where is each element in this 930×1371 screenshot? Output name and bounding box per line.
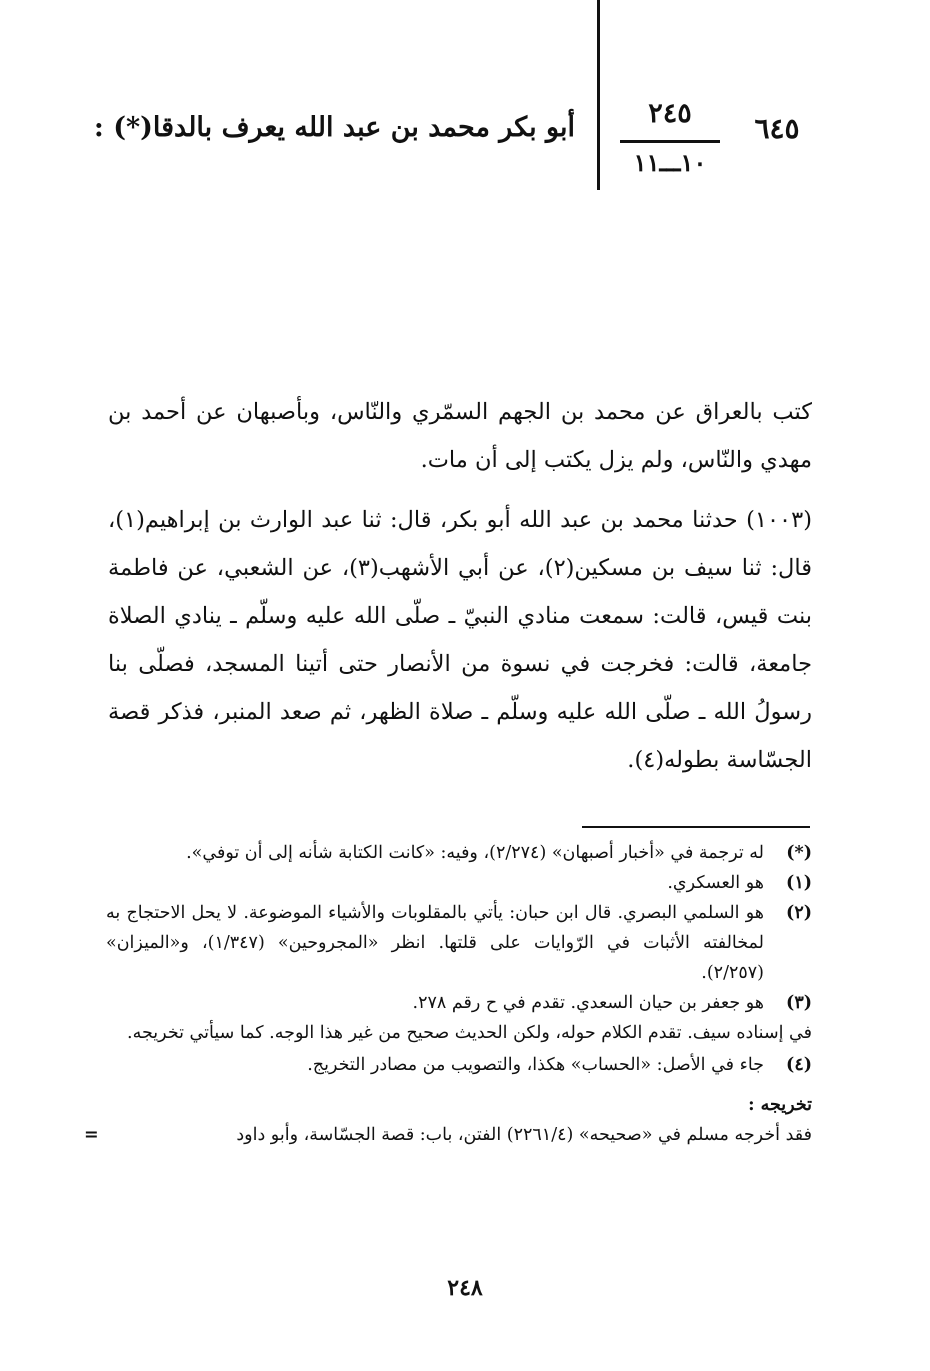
- footnote: [106, 1050, 812, 1080]
- takhrij-heading: تخريجه :: [748, 1095, 812, 1115]
- footnote-separator: [582, 826, 810, 828]
- footnotes: [84, 838, 812, 1150]
- footnote-text: هو السلمي البصري. قال ابن حبان: يأتي بالمقلوبات والأشياء الموضوعة. لا يحل الاحتجاج به لمخالفته الأثبات في الرّوايات على قلتها. انظر «المجروحين» (١/٣٤٧)، و«الميزان» (٢/٢٥٧).: [106, 903, 764, 983]
- footnote-mark: (١): [786, 873, 812, 893]
- narrator-title: أبو بكر محمد بن عبد الله يعرف بالدقا(*) :: [93, 112, 575, 143]
- footnote: [106, 868, 812, 898]
- fraction-line: [620, 140, 720, 143]
- footnote: [106, 838, 812, 868]
- footnote-mark: (٢): [786, 903, 812, 923]
- entry-number: ٦٤٥: [754, 112, 800, 145]
- footnote: [106, 988, 812, 1018]
- biography-paragraph: [108, 388, 812, 484]
- header-vertical-rule: [597, 0, 600, 190]
- footnote-text: هو جعفر بن حيان السعدي. تقدم في ح رقم ٢٧٨.: [412, 993, 764, 1013]
- footnote-text: هو العسكري.: [667, 873, 764, 893]
- footnote-mark: (*): [786, 843, 812, 863]
- footnote-text: له ترجمة في «أخبار أصبهان» (٢/٢٧٤)، وفيه: «كانت الكتابة شأنه إلى أن توفي».: [186, 843, 764, 863]
- takhrij-text: [84, 1120, 812, 1150]
- takhrij-body: فقد أخرجه مسلم في «صحيحه» (٢٢٦١/٤) الفتن، باب: قصة الجسّاسة، وأبو داود: [236, 1125, 812, 1145]
- footnote: [106, 898, 812, 988]
- continuation-mark: =: [84, 1125, 99, 1145]
- hadith-paragraph: [108, 496, 812, 784]
- footnote-mark: (٣): [786, 993, 812, 1013]
- footnote-mark: (٤): [786, 1055, 812, 1075]
- paragraph-text: (١٠٠٣) حدثنا محمد بن عبد الله أبو بكر، قال: ثنا عبد الوارث بن إبراهيم(١)، قال: ثنا سيف بن مسكين(٢)، عن أبي الأشهب(٣)، عن الشعبي، عن فاطمة بنت قيس، قالت: سمعت منادي النبيّ ـ صلّى الله عليه وسلّم ـ ينادي الصلاة جامعة، قالت: فخرجت في نسوة من الأنصار حتى أتينا المسجد، فصلّى بنا رسولُ الله ـ صلّى الله عليه وسلّم ـ صلاة الظهر، ثم صعد المنبر، فذكر قصة الجسّاسة بطوله(٤).: [108, 507, 813, 773]
- reference-fraction-bottom: ١٠ـــ١١: [633, 148, 707, 177]
- reference-fraction-top: ٢٤٥: [648, 98, 692, 129]
- footnote-continuation: في إسناده سيف. تقدم الكلام حوله، ولكن الحديث صحيح من غير هذا الوجه. كما سيأتي تخريجه.: [127, 1023, 812, 1043]
- paragraph-text: كتب بالعراق عن محمد بن الجهم السمّري والنّاس، وبأصبهان عن أحمد بن مهدي والنّاس، ولم يزل يكتب إلى أن مات.: [108, 399, 812, 473]
- footnote-text: جاء في الأصل: «الحساب» هكذا، والتصويب من مصادر التخريج.: [307, 1055, 764, 1075]
- page-number: ٢٤٨: [447, 1275, 483, 1301]
